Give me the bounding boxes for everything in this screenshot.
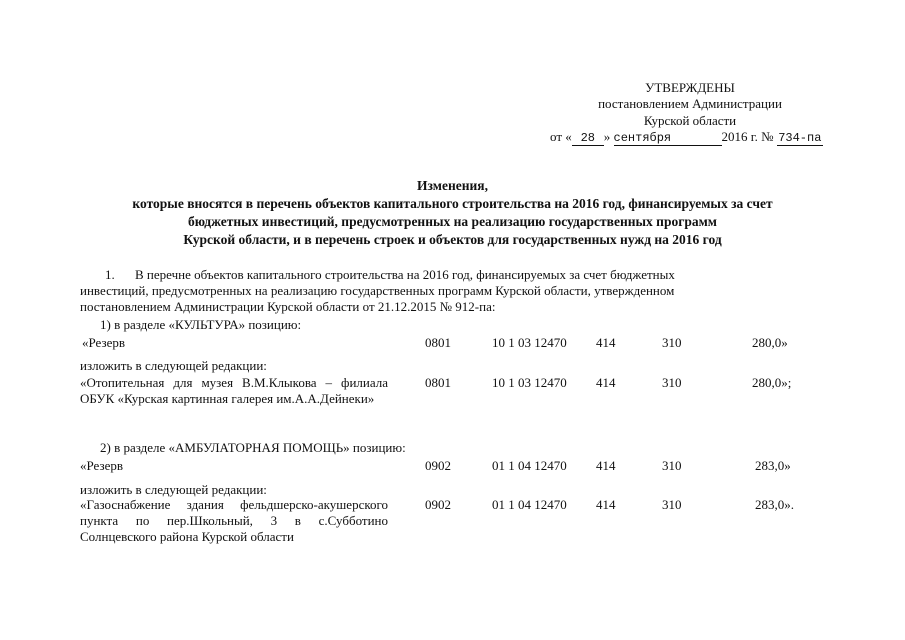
section-1-old-section-code: 0801 (425, 335, 451, 350)
section-2-statement: изложить в следующей редакции: (80, 482, 267, 497)
section-2-new-expense-code: 414 (596, 497, 616, 512)
approval-line-2: постановлением Администрации (598, 96, 782, 111)
section-1-new-expense-code: 414 (596, 375, 616, 390)
doc-title-line-2: которые вносятся в перечень объектов капитального строительства на 2016 год, финансируемых за счет (132, 196, 773, 211)
section-2-heading: 2) в разделе «АМБУЛАТОРНАЯ ПОМОЩЬ» позицию: (100, 440, 406, 455)
doc-title-line-4: Курской области, и в перечень строек и объектов для государственных нужд на 2016 год (183, 232, 722, 247)
doc-title: Изменения, (417, 178, 488, 193)
section-1-heading: 1) в разделе «КУЛЬТУРА» позицию: (100, 317, 302, 332)
intro-line-2: инвестиций, предусмотренных на реализацию государственных программ Курской области, утвержденном (80, 283, 675, 298)
month-value: сентября (614, 131, 722, 146)
section-2-new-name: «Газоснабжение здания фельдшерско-акушерского пункта по пер.Школьный, 3 в с.Субботино Солнцевского района Курской области (80, 497, 388, 544)
section-1-old-target-code: 10 1 03 12470 (492, 335, 567, 350)
section-2-new-section-code: 0902 (425, 497, 451, 512)
approval-line-3: Курской области (643, 113, 737, 128)
intro-line-3: постановлением Администрации Курской области от 21.12.2015 № 912-па: (80, 299, 496, 314)
section-2-new-kosgu-code: 310 (662, 497, 682, 512)
section-1-old-kosgu-code: 310 (662, 335, 682, 350)
section-2-new-target-code: 01 1 04 12470 (492, 497, 567, 512)
section-2-old-expense-code: 414 (596, 458, 616, 473)
section-2-old-name: «Резерв (80, 458, 124, 473)
section-2-old-amount: 283,0» (755, 458, 791, 473)
year-label: 2016 г. № (721, 129, 774, 144)
section-2-old-section-code: 0902 (425, 458, 451, 473)
paragraph-number: 1. (105, 267, 115, 282)
close-quote: » (603, 129, 611, 144)
section-1-old-name: «Резерв (82, 335, 126, 350)
section-1-old-amount: 280,0» (752, 335, 788, 350)
section-2-new-amount: 283,0». (755, 497, 794, 512)
section-1-new-name: «Отопительная для музея В.М.Клыкова – филиала ОБУК «Курская картинная галерея им.А.А.Дейнеки» (80, 375, 388, 406)
section-1-new-amount: 280,0»; (752, 375, 792, 390)
intro-line-1: В перечне объектов капитального строительства на 2016 год, финансируемых за счет бюджетных (135, 267, 675, 282)
approval-date-line (550, 129, 823, 146)
section-2-old-kosgu-code: 310 (662, 458, 682, 473)
section-1-new-section-code: 0801 (425, 375, 451, 390)
day-value: 28 (572, 131, 604, 146)
decree-number: 734-па (778, 131, 822, 145)
section-2-old-target-code: 01 1 04 12470 (492, 458, 567, 473)
doc-title-line-3: бюджетных инвестиций, предусмотренных на реализацию государственных программ (188, 214, 717, 229)
approval-heading: УТВЕРЖДЕНЫ (645, 80, 735, 95)
from-label: от « (550, 129, 572, 144)
section-1-new-kosgu-code: 310 (662, 375, 682, 390)
section-1-statement: изложить в следующей редакции: (80, 358, 267, 373)
section-1-old-expense-code: 414 (596, 335, 616, 350)
section-1-new-target-code: 10 1 03 12470 (492, 375, 567, 390)
